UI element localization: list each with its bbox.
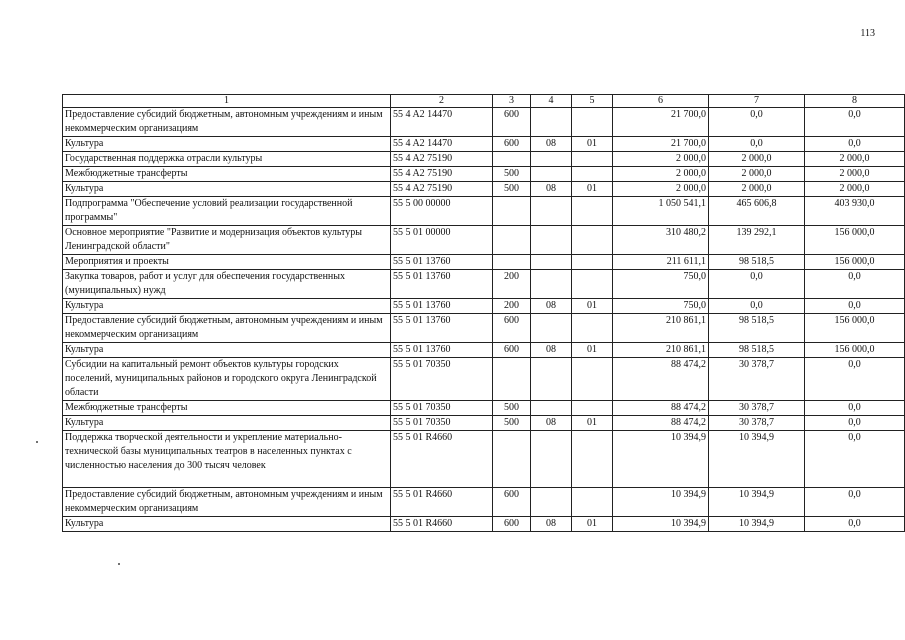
section-code: 08	[531, 343, 572, 358]
amount-col-7: 139 292,1	[709, 226, 805, 255]
amount-col-8: 0,0	[805, 358, 905, 401]
amount-col-6: 1 050 541,1	[613, 197, 709, 226]
subsection-code	[572, 108, 613, 137]
section-code	[531, 431, 572, 488]
row-title: Культура	[63, 137, 391, 152]
table-row	[63, 226, 905, 255]
subsection-code: 01	[572, 343, 613, 358]
expense-type	[493, 152, 531, 167]
table-row	[63, 431, 905, 488]
expense-type: 600	[493, 343, 531, 358]
scan-speck	[118, 563, 120, 565]
row-title: Основное мероприятие "Развитие и модернизация объектов культуры Ленинградской области"	[63, 226, 391, 255]
subsection-code	[572, 314, 613, 343]
subsection-code	[572, 167, 613, 182]
column-header: 6	[613, 95, 709, 108]
row-title: Культура	[63, 517, 391, 532]
table-row	[63, 255, 905, 270]
subsection-code	[572, 255, 613, 270]
target-code: 55 4 A2 75190	[391, 182, 493, 197]
expense-type: 600	[493, 108, 531, 137]
table-row	[63, 167, 905, 182]
amount-col-8: 403 930,0	[805, 197, 905, 226]
amount-col-8: 0,0	[805, 431, 905, 488]
table-row	[63, 416, 905, 431]
amount-col-7: 2 000,0	[709, 152, 805, 167]
subsection-code	[572, 431, 613, 488]
target-code: 55 5 00 00000	[391, 197, 493, 226]
column-header: 4	[531, 95, 572, 108]
target-code: 55 5 01 R4660	[391, 431, 493, 488]
amount-col-8: 0,0	[805, 401, 905, 416]
subsection-code: 01	[572, 517, 613, 532]
amount-col-6: 310 480,2	[613, 226, 709, 255]
amount-col-8: 0,0	[805, 137, 905, 152]
target-code: 55 4 A2 75190	[391, 152, 493, 167]
row-title: Закупка товаров, работ и услуг для обеспечения государственных (муниципальных) нужд	[63, 270, 391, 299]
amount-col-7: 0,0	[709, 270, 805, 299]
row-title: Субсидии на капитальный ремонт объектов культуры городских поселений, муниципальных районов и городского округа Ленинградской области	[63, 358, 391, 401]
target-code: 55 5 01 13760	[391, 270, 493, 299]
section-code	[531, 167, 572, 182]
section-code	[531, 152, 572, 167]
table-row	[63, 358, 905, 401]
page-number: 113	[860, 28, 875, 39]
subsection-code: 01	[572, 299, 613, 314]
table-body	[63, 108, 905, 532]
subsection-code: 01	[572, 416, 613, 431]
section-code: 08	[531, 299, 572, 314]
amount-col-7: 30 378,7	[709, 401, 805, 416]
amount-col-8: 156 000,0	[805, 226, 905, 255]
row-title: Межбюджетные трансферты	[63, 167, 391, 182]
expense-type: 200	[493, 270, 531, 299]
expense-type: 500	[493, 401, 531, 416]
expense-type: 600	[493, 314, 531, 343]
amount-col-7: 30 378,7	[709, 416, 805, 431]
expense-type	[493, 197, 531, 226]
section-code	[531, 226, 572, 255]
expense-type: 500	[493, 167, 531, 182]
section-code	[531, 108, 572, 137]
section-code	[531, 197, 572, 226]
table-row	[63, 197, 905, 226]
amount-col-6: 2 000,0	[613, 182, 709, 197]
amount-col-7: 10 394,9	[709, 488, 805, 517]
row-title: Предоставление субсидий бюджетным, автономным учреждениям и иным некоммерческим организациям	[63, 314, 391, 343]
amount-col-8: 156 000,0	[805, 314, 905, 343]
amount-col-8: 156 000,0	[805, 255, 905, 270]
target-code: 55 4 A2 14470	[391, 108, 493, 137]
amount-col-6: 21 700,0	[613, 137, 709, 152]
expense-type: 200	[493, 299, 531, 314]
amount-col-7: 0,0	[709, 299, 805, 314]
column-header: 5	[572, 95, 613, 108]
expense-type	[493, 358, 531, 401]
amount-col-6: 750,0	[613, 270, 709, 299]
scan-speck	[36, 441, 38, 443]
target-code: 55 5 01 70350	[391, 416, 493, 431]
amount-col-6: 10 394,9	[613, 517, 709, 532]
amount-col-7: 2 000,0	[709, 182, 805, 197]
subsection-code	[572, 270, 613, 299]
amount-col-6: 88 474,2	[613, 416, 709, 431]
amount-col-7: 0,0	[709, 108, 805, 137]
amount-col-7: 98 518,5	[709, 314, 805, 343]
amount-col-7: 2 000,0	[709, 167, 805, 182]
amount-col-8: 0,0	[805, 108, 905, 137]
table-row	[63, 314, 905, 343]
table-row	[63, 137, 905, 152]
amount-col-6: 10 394,9	[613, 431, 709, 488]
row-title: Предоставление субсидий бюджетным, автономным учреждениям и иным некоммерческим организациям	[63, 108, 391, 137]
table-row	[63, 152, 905, 167]
expense-type	[493, 431, 531, 488]
target-code: 55 4 A2 14470	[391, 137, 493, 152]
row-title: Культура	[63, 343, 391, 358]
amount-col-6: 210 861,1	[613, 343, 709, 358]
subsection-code	[572, 401, 613, 416]
target-code: 55 5 01 70350	[391, 401, 493, 416]
amount-col-8: 0,0	[805, 299, 905, 314]
amount-col-6: 2 000,0	[613, 152, 709, 167]
target-code: 55 5 01 13760	[391, 314, 493, 343]
amount-col-8: 0,0	[805, 416, 905, 431]
expense-type: 600	[493, 517, 531, 532]
subsection-code	[572, 358, 613, 401]
subsection-code	[572, 152, 613, 167]
subsection-code: 01	[572, 182, 613, 197]
amount-col-8: 2 000,0	[805, 182, 905, 197]
expense-type	[493, 255, 531, 270]
section-code	[531, 270, 572, 299]
table-row	[63, 182, 905, 197]
amount-col-6: 210 861,1	[613, 314, 709, 343]
amount-col-6: 88 474,2	[613, 358, 709, 401]
row-title: Мероприятия и проекты	[63, 255, 391, 270]
subsection-code	[572, 226, 613, 255]
amount-col-8: 0,0	[805, 270, 905, 299]
row-title: Государственная поддержка отрасли культуры	[63, 152, 391, 167]
row-title: Межбюджетные трансферты	[63, 401, 391, 416]
amount-col-7: 10 394,9	[709, 517, 805, 532]
section-code	[531, 314, 572, 343]
amount-col-6: 10 394,9	[613, 488, 709, 517]
section-code: 08	[531, 182, 572, 197]
amount-col-7: 465 606,8	[709, 197, 805, 226]
expense-type: 600	[493, 488, 531, 517]
amount-col-8: 0,0	[805, 517, 905, 532]
column-header: 1	[63, 95, 391, 108]
row-title: Культура	[63, 299, 391, 314]
row-title: Культура	[63, 182, 391, 197]
amount-col-7: 10 394,9	[709, 431, 805, 488]
expense-type: 600	[493, 137, 531, 152]
table-row	[63, 488, 905, 517]
subsection-code	[572, 197, 613, 226]
table-row	[63, 299, 905, 314]
section-code	[531, 488, 572, 517]
section-code	[531, 401, 572, 416]
column-header: 8	[805, 95, 905, 108]
target-code: 55 5 01 13760	[391, 299, 493, 314]
row-title: Предоставление субсидий бюджетным, автономным учреждениям и иным некоммерческим организациям	[63, 488, 391, 517]
amount-col-7: 0,0	[709, 137, 805, 152]
table-row	[63, 343, 905, 358]
column-header: 2	[391, 95, 493, 108]
expense-type: 500	[493, 182, 531, 197]
expense-type	[493, 226, 531, 255]
amount-col-8: 156 000,0	[805, 343, 905, 358]
target-code: 55 5 01 R4660	[391, 517, 493, 532]
table-row	[63, 108, 905, 137]
section-code: 08	[531, 137, 572, 152]
row-title: Подпрограмма "Обеспечение условий реализации государственной программы"	[63, 197, 391, 226]
section-code: 08	[531, 416, 572, 431]
section-code	[531, 255, 572, 270]
target-code: 55 5 01 R4660	[391, 488, 493, 517]
amount-col-6: 750,0	[613, 299, 709, 314]
amount-col-7: 98 518,5	[709, 343, 805, 358]
table-row	[63, 401, 905, 416]
section-code	[531, 358, 572, 401]
section-code: 08	[531, 517, 572, 532]
target-code: 55 5 01 00000	[391, 226, 493, 255]
table-row	[63, 270, 905, 299]
expense-type: 500	[493, 416, 531, 431]
column-header: 7	[709, 95, 805, 108]
amount-col-6: 88 474,2	[613, 401, 709, 416]
target-code: 55 4 A2 75190	[391, 167, 493, 182]
target-code: 55 5 01 13760	[391, 343, 493, 358]
amount-col-7: 30 378,7	[709, 358, 805, 401]
target-code: 55 5 01 70350	[391, 358, 493, 401]
amount-col-8: 2 000,0	[805, 167, 905, 182]
amount-col-8: 2 000,0	[805, 152, 905, 167]
table-row	[63, 517, 905, 532]
subsection-code: 01	[572, 137, 613, 152]
row-title: Культура	[63, 416, 391, 431]
row-title: Поддержка творческой деятельности и укрепление материально-технической базы муниципальных театров в населенных пунктах с численностью населения до 300 тысяч человек	[63, 431, 391, 488]
amount-col-8: 0,0	[805, 488, 905, 517]
amount-col-6: 211 611,1	[613, 255, 709, 270]
amount-col-6: 2 000,0	[613, 167, 709, 182]
column-header: 3	[493, 95, 531, 108]
amount-col-6: 21 700,0	[613, 108, 709, 137]
budget-table	[62, 94, 905, 532]
table-header-row	[63, 95, 905, 108]
target-code: 55 5 01 13760	[391, 255, 493, 270]
amount-col-7: 98 518,5	[709, 255, 805, 270]
subsection-code	[572, 488, 613, 517]
